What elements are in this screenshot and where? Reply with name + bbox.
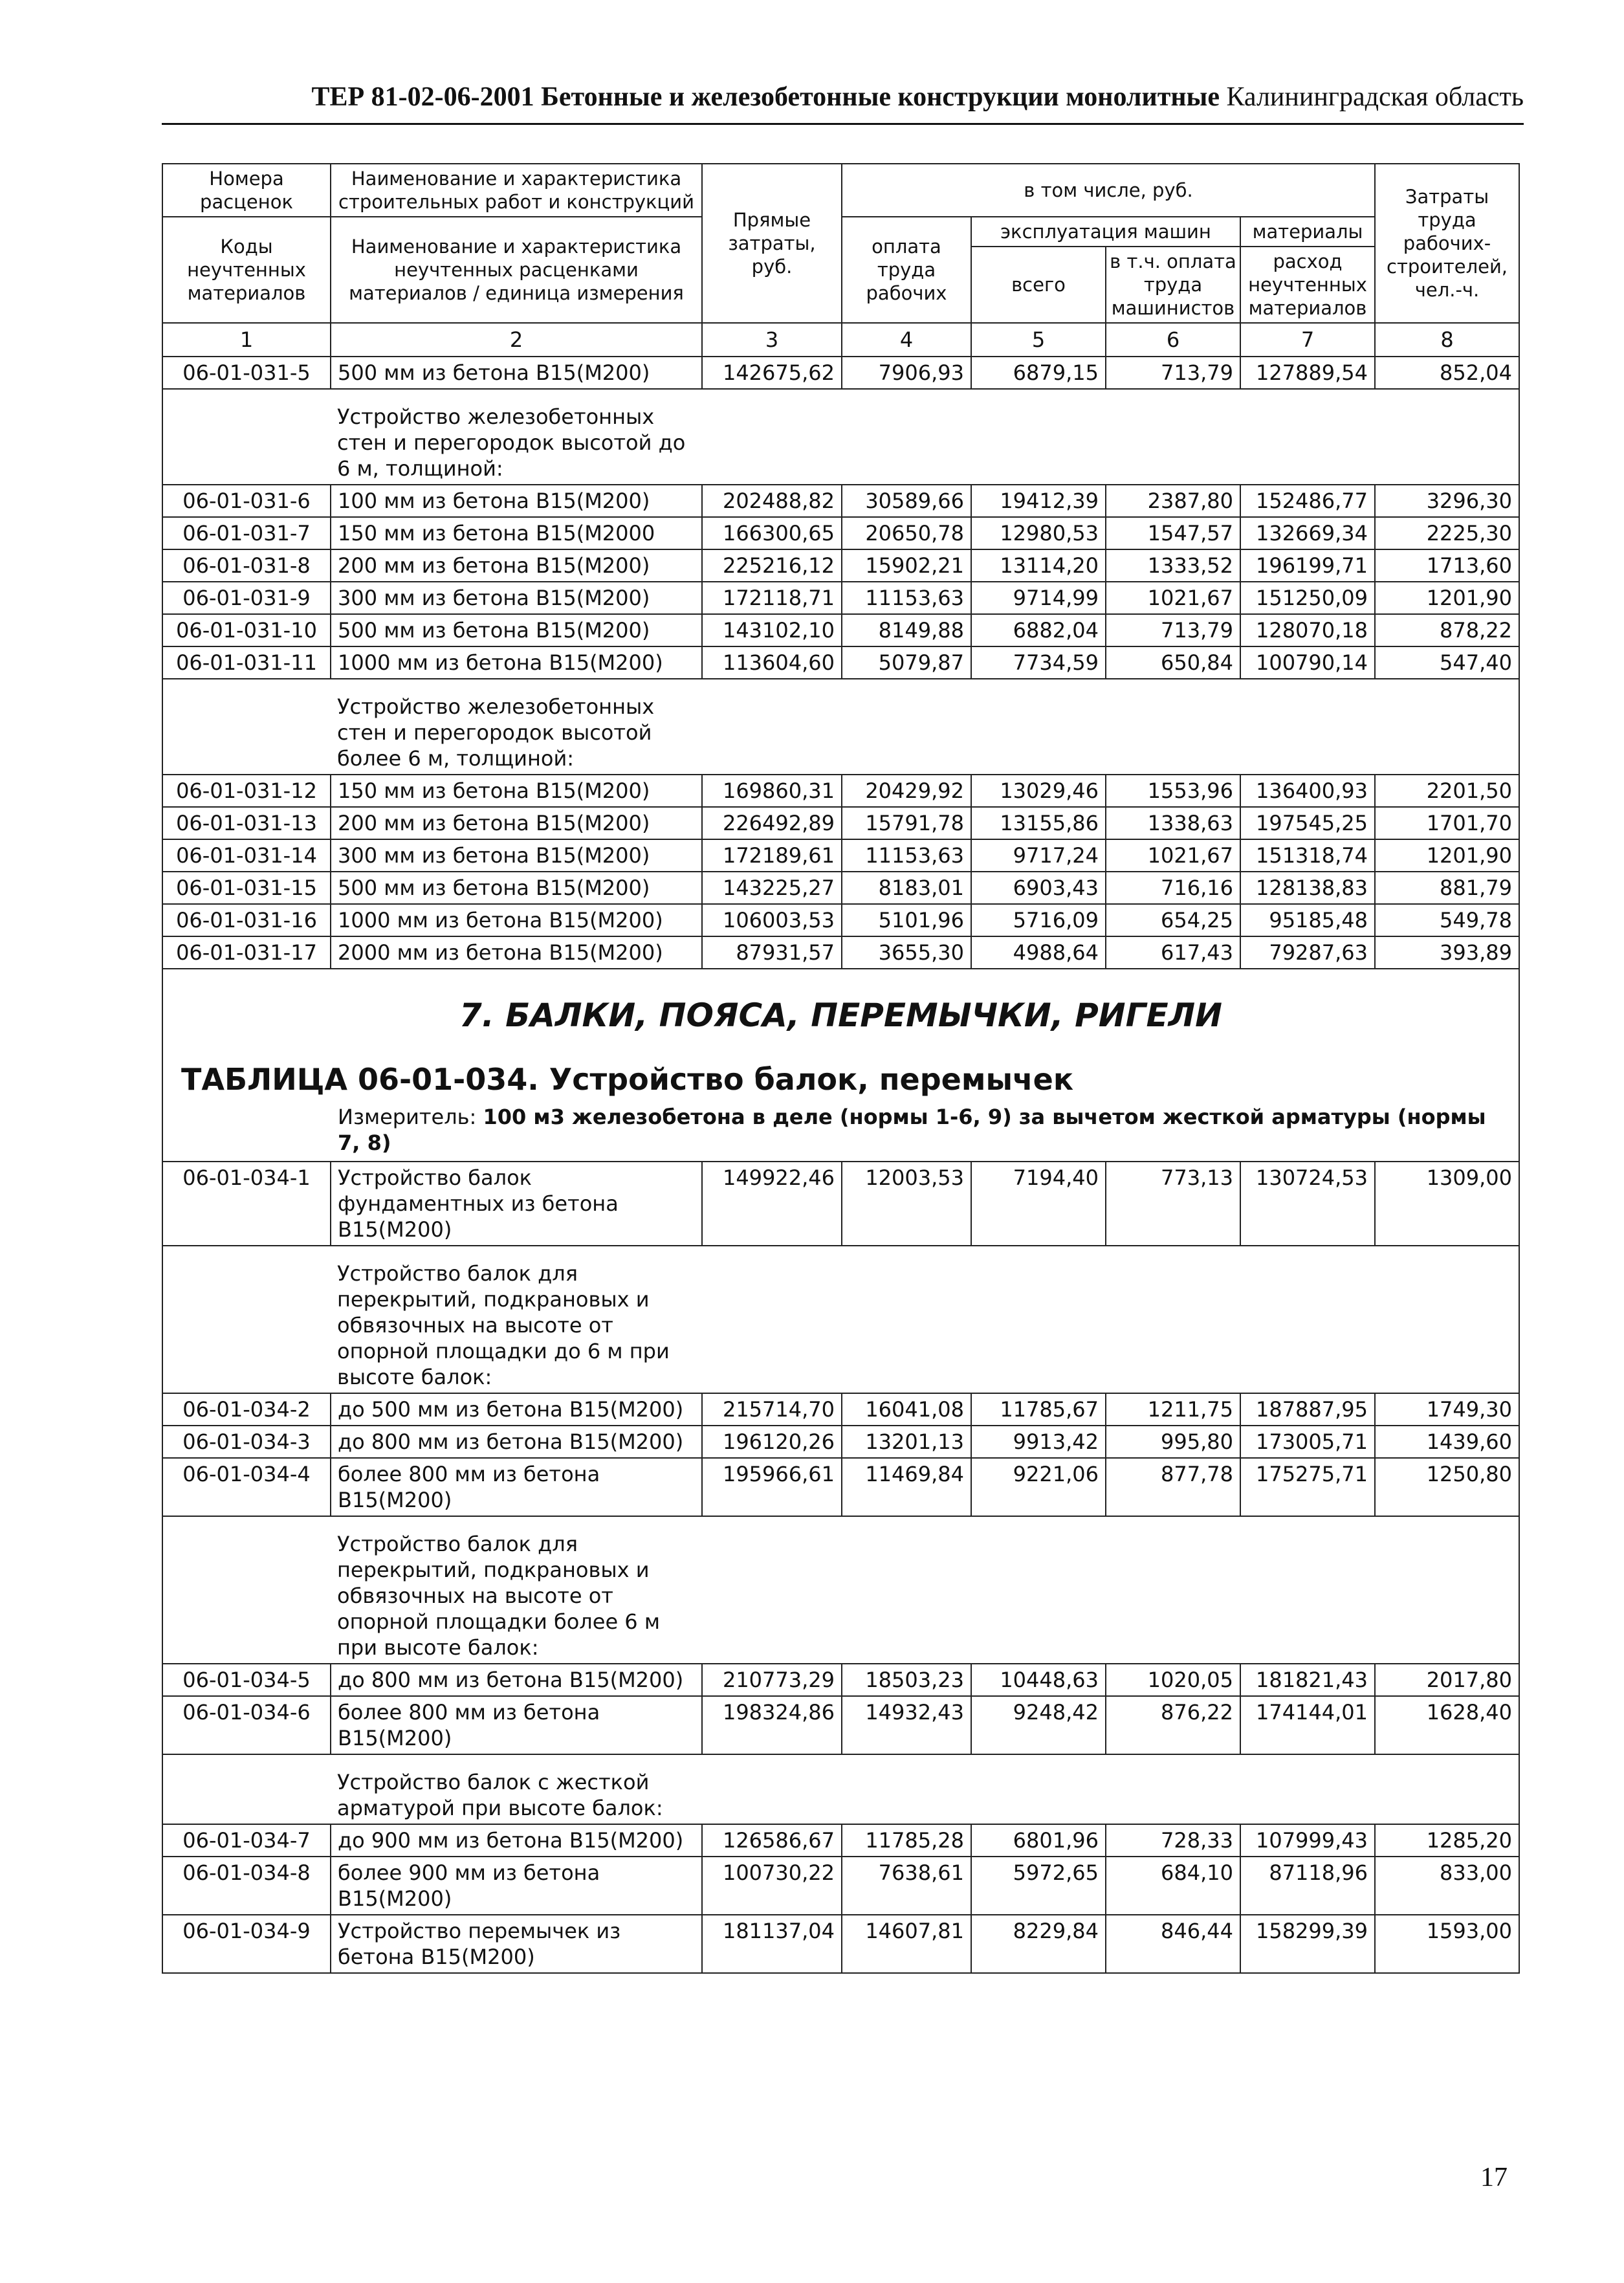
- group-spacer: [162, 1246, 331, 1393]
- rate-code: 06-01-034-2: [162, 1393, 331, 1426]
- worker-pay: 30589,66: [842, 485, 971, 517]
- labor-hours: 547,40: [1375, 646, 1519, 679]
- rate-code: 06-01-031-11: [162, 646, 331, 679]
- table-number: ТАБЛИЦА 06-01-034.: [181, 1062, 539, 1097]
- rate-code: 06-01-034-5: [162, 1664, 331, 1696]
- group-heading-text: Устройство балок для перекрытий, подкрановых и обвязочных на высоте от опорной площадки до 6 м при высоте балок:: [337, 1261, 670, 1389]
- document-code: ТЕР 81-02-06-2001: [311, 82, 534, 112]
- labor-hours: 1593,00: [1375, 1915, 1519, 1973]
- operator-pay: 684,10: [1106, 1857, 1240, 1915]
- measure-label: Измеритель:: [338, 1105, 477, 1129]
- worker-pay: 16041,08: [842, 1393, 971, 1426]
- column-number: 4: [842, 323, 971, 357]
- rate-code: 06-01-031-15: [162, 872, 331, 904]
- operator-pay: 1021,67: [1106, 582, 1240, 614]
- rate-row: [162, 872, 1519, 904]
- worker-pay: 3655,30: [842, 936, 971, 969]
- labor-hours: 1201,90: [1375, 582, 1519, 614]
- direct-costs: 113604,60: [702, 646, 842, 679]
- group-heading-text: Устройство балок с жесткой арматурой при высоте балок:: [337, 1770, 663, 1820]
- materials-cost: 132669,34: [1240, 517, 1375, 549]
- materials-cost: 151318,74: [1240, 839, 1375, 872]
- labor-hours: 833,00: [1375, 1857, 1519, 1915]
- materials-cost: 152486,77: [1240, 485, 1375, 517]
- head-machines-total: всего: [971, 247, 1106, 323]
- rate-name: до 500 мм из бетона В15(М200): [331, 1393, 702, 1426]
- rate-name: до 800 мм из бетона В15(М200): [331, 1426, 702, 1458]
- column-number: 7: [1240, 323, 1375, 357]
- group-heading-row: [162, 1754, 1519, 1824]
- machines-total: 11785,67: [971, 1393, 1106, 1426]
- group-spacer: [162, 389, 331, 485]
- direct-costs: 226492,89: [702, 807, 842, 839]
- worker-pay: 5101,96: [842, 904, 971, 936]
- rate-name: 300 мм из бетона В15(М200): [331, 839, 702, 872]
- worker-pay: 5079,87: [842, 646, 971, 679]
- worker-pay: 11153,63: [842, 839, 971, 872]
- head-machine-operation: эксплуатация машин: [971, 217, 1240, 247]
- worker-pay: 15791,78: [842, 807, 971, 839]
- direct-costs: 210773,29: [702, 1664, 842, 1696]
- operator-pay: 1020,05: [1106, 1664, 1240, 1696]
- rate-row: [162, 357, 1519, 389]
- column-number: 5: [971, 323, 1106, 357]
- machines-total: 13029,46: [971, 775, 1106, 807]
- direct-costs: 100730,22: [702, 1857, 842, 1915]
- rate-name: 100 мм из бетона В15(М200): [331, 485, 702, 517]
- operator-pay: 650,84: [1106, 646, 1240, 679]
- operator-pay: 876,22: [1106, 1696, 1240, 1754]
- group-heading-text: Устройство железобетонных стен и перегородок высотой до 6 м, толщиной:: [337, 404, 686, 481]
- rate-row: [162, 936, 1519, 969]
- rate-row: [162, 485, 1519, 517]
- rate-code: 06-01-034-6: [162, 1696, 331, 1754]
- rate-name: 1000 мм из бетона В15(М200): [331, 646, 702, 679]
- direct-costs: 142675,62: [702, 357, 842, 389]
- materials-cost: 95185,48: [1240, 904, 1375, 936]
- operator-pay: 716,16: [1106, 872, 1240, 904]
- labor-hours: 2017,80: [1375, 1664, 1519, 1696]
- head-material-name: Наименование и характеристика неучтенных расценками материалов / единица измерения: [331, 217, 702, 323]
- worker-pay: 14932,43: [842, 1696, 971, 1754]
- group-heading-text: Устройство балок для перекрытий, подкрановых и обвязочных на высоте от опорной площадки более 6 м при высоте балок:: [337, 1532, 660, 1660]
- machines-total: 19412,39: [971, 485, 1106, 517]
- labor-hours: 2225,30: [1375, 517, 1519, 549]
- rate-name: более 900 мм из бетона В15(М200): [331, 1857, 702, 1915]
- labor-hours: 852,04: [1375, 357, 1519, 389]
- rate-code: 06-01-031-6: [162, 485, 331, 517]
- direct-costs: 143225,27: [702, 872, 842, 904]
- operator-pay: 846,44: [1106, 1915, 1240, 1973]
- document-region: Калининградская область: [1226, 82, 1524, 112]
- operator-pay: 773,13: [1106, 1162, 1240, 1246]
- direct-costs: 106003,53: [702, 904, 842, 936]
- table-name: Устройство балок, перемычек: [549, 1062, 1074, 1097]
- labor-hours: 2201,50: [1375, 775, 1519, 807]
- labor-hours: 393,89: [1375, 936, 1519, 969]
- section-row: [162, 969, 1519, 1162]
- column-number: 8: [1375, 323, 1519, 357]
- rate-row: [162, 1393, 1519, 1426]
- machines-total: 9913,42: [971, 1426, 1106, 1458]
- head-rate-numbers: Номера расценок: [162, 164, 331, 217]
- group-spacer: [162, 1516, 331, 1664]
- direct-costs: 202488,82: [702, 485, 842, 517]
- document-title: Бетонные и железобетонные конструкции монолитные: [541, 82, 1220, 112]
- rate-code: 06-01-031-7: [162, 517, 331, 549]
- column-number: 2: [331, 323, 702, 357]
- rate-code: 06-01-031-9: [162, 582, 331, 614]
- rate-row: [162, 1426, 1519, 1458]
- measure-line: [170, 1104, 1512, 1156]
- rate-row: [162, 775, 1519, 807]
- materials-cost: 151250,09: [1240, 582, 1375, 614]
- group-spacer: [162, 1754, 331, 1824]
- worker-pay: 8183,01: [842, 872, 971, 904]
- rate-row: [162, 1857, 1519, 1915]
- rate-row: [162, 582, 1519, 614]
- rate-row: [162, 549, 1519, 582]
- machines-total: 9717,24: [971, 839, 1106, 872]
- operator-pay: 1338,63: [1106, 807, 1240, 839]
- rate-name: Устройство балок фундаментных из бетона В15(М200): [331, 1162, 702, 1246]
- operator-pay: 2387,80: [1106, 485, 1240, 517]
- machines-total: 7734,59: [971, 646, 1106, 679]
- machines-total: 8229,84: [971, 1915, 1106, 1973]
- head-materials: материалы: [1240, 217, 1375, 247]
- rate-name: 300 мм из бетона В15(М200): [331, 582, 702, 614]
- labor-hours: 549,78: [1375, 904, 1519, 936]
- machines-total: 5716,09: [971, 904, 1106, 936]
- rate-name: 500 мм из бетона В15(М200): [331, 357, 702, 389]
- head-including: в том числе, руб.: [842, 164, 1375, 217]
- direct-costs: 181137,04: [702, 1915, 842, 1973]
- worker-pay: 12003,53: [842, 1162, 971, 1246]
- materials-cost: 175275,71: [1240, 1458, 1375, 1516]
- direct-costs: 126586,67: [702, 1824, 842, 1857]
- rate-code: 06-01-031-8: [162, 549, 331, 582]
- column-number: 3: [702, 323, 842, 357]
- worker-pay: 18503,23: [842, 1664, 971, 1696]
- operator-pay: 654,25: [1106, 904, 1240, 936]
- materials-cost: 187887,95: [1240, 1393, 1375, 1426]
- head-worker-pay: оплата труда рабочих: [842, 217, 971, 323]
- worker-pay: 15902,21: [842, 549, 971, 582]
- materials-cost: 128138,83: [1240, 872, 1375, 904]
- labor-hours: 1628,40: [1375, 1696, 1519, 1754]
- rate-name: до 800 мм из бетона В15(М200): [331, 1664, 702, 1696]
- direct-costs: 215714,70: [702, 1393, 842, 1426]
- labor-hours: 1713,60: [1375, 549, 1519, 582]
- labor-hours: 1309,00: [1375, 1162, 1519, 1246]
- rate-name: 500 мм из бетона В15(М200): [331, 872, 702, 904]
- group-heading: [331, 1754, 1519, 1824]
- operator-pay: 1211,75: [1106, 1393, 1240, 1426]
- column-number: 1: [162, 323, 331, 357]
- machines-total: 4988,64: [971, 936, 1106, 969]
- machines-total: 13155,86: [971, 807, 1106, 839]
- direct-costs: 169860,31: [702, 775, 842, 807]
- direct-costs: 225216,12: [702, 549, 842, 582]
- rate-code: 06-01-031-14: [162, 839, 331, 872]
- machines-total: 5972,65: [971, 1857, 1106, 1915]
- rate-name: 2000 мм из бетона В15(М200): [331, 936, 702, 969]
- direct-costs: 149922,46: [702, 1162, 842, 1246]
- rates-sheet: [162, 163, 1519, 1974]
- worker-pay: 11785,28: [842, 1824, 971, 1857]
- labor-hours: 1749,30: [1375, 1393, 1519, 1426]
- direct-costs: 172118,71: [702, 582, 842, 614]
- rates-body-walls: [162, 357, 1519, 969]
- rate-code: 06-01-034-9: [162, 1915, 331, 1973]
- head-material-codes: Коды неучтенных материалов: [162, 217, 331, 323]
- rate-row: [162, 614, 1519, 646]
- worker-pay: 7638,61: [842, 1857, 971, 1915]
- rate-code: 06-01-034-8: [162, 1857, 331, 1915]
- materials-cost: 130724,53: [1240, 1162, 1375, 1246]
- direct-costs: 195966,61: [702, 1458, 842, 1516]
- labor-hours: 878,22: [1375, 614, 1519, 646]
- operator-pay: 1021,67: [1106, 839, 1240, 872]
- head-unaccounted-materials: расход неучтенных материалов: [1240, 247, 1375, 323]
- rate-row: [162, 646, 1519, 679]
- operator-pay: 1553,96: [1106, 775, 1240, 807]
- rate-name: 200 мм из бетона В15(М200): [331, 807, 702, 839]
- worker-pay: 20650,78: [842, 517, 971, 549]
- head-direct-costs: Прямые затраты, руб.: [702, 164, 842, 323]
- operator-pay: 877,78: [1106, 1458, 1240, 1516]
- group-heading-row: [162, 679, 1519, 775]
- machines-total: 7194,40: [971, 1162, 1106, 1246]
- group-heading-text: Устройство железобетонных стен и перегородок высотой более 6 м, толщиной:: [337, 694, 655, 771]
- labor-hours: 1439,60: [1375, 1426, 1519, 1458]
- operator-pay: 1547,57: [1106, 517, 1240, 549]
- machines-total: 9221,06: [971, 1458, 1106, 1516]
- section-title: 7. БАЛКИ, ПОЯСА, ПЕРЕМЫЧКИ, РИГЕЛИ: [459, 997, 1223, 1034]
- materials-cost: 87118,96: [1240, 1857, 1375, 1915]
- labor-hours: 1701,70: [1375, 807, 1519, 839]
- direct-costs: 196120,26: [702, 1426, 842, 1458]
- rate-name: 500 мм из бетона В15(М200): [331, 614, 702, 646]
- operator-pay: 713,79: [1106, 357, 1240, 389]
- rate-row: [162, 839, 1519, 872]
- machines-total: 12980,53: [971, 517, 1106, 549]
- operator-pay: 1333,52: [1106, 549, 1240, 582]
- labor-hours: 1250,80: [1375, 1458, 1519, 1516]
- materials-cost: 158299,39: [1240, 1915, 1375, 1973]
- rate-code: 06-01-034-1: [162, 1162, 331, 1246]
- operator-pay: 617,43: [1106, 936, 1240, 969]
- rate-row: [162, 807, 1519, 839]
- rate-row: [162, 1696, 1519, 1754]
- materials-cost: 174144,01: [1240, 1696, 1375, 1754]
- rate-code: 06-01-034-4: [162, 1458, 331, 1516]
- machines-total: 10448,63: [971, 1664, 1106, 1696]
- group-heading-row: [162, 389, 1519, 485]
- direct-costs: 87931,57: [702, 936, 842, 969]
- group-heading-row: [162, 1516, 1519, 1664]
- direct-costs: 198324,86: [702, 1696, 842, 1754]
- labor-hours: 1201,90: [1375, 839, 1519, 872]
- rate-row: [162, 1915, 1519, 1973]
- group-heading: [331, 389, 1519, 485]
- worker-pay: 8149,88: [842, 614, 971, 646]
- rate-name: до 900 мм из бетона В15(М200): [331, 1824, 702, 1857]
- group-heading: [331, 679, 1519, 775]
- rates-table: [162, 163, 1520, 1974]
- rate-code: 06-01-031-13: [162, 807, 331, 839]
- rate-row: [162, 904, 1519, 936]
- rate-code: 06-01-034-7: [162, 1824, 331, 1857]
- worker-pay: 7906,93: [842, 357, 971, 389]
- rate-name: 150 мм из бетона В15(М200): [331, 775, 702, 807]
- group-heading-row: [162, 1246, 1519, 1393]
- materials-cost: 173005,71: [1240, 1426, 1375, 1458]
- table-title: [170, 1056, 1512, 1104]
- machines-total: 13114,20: [971, 549, 1106, 582]
- direct-costs: 172189,61: [702, 839, 842, 872]
- labor-hours: 881,79: [1375, 872, 1519, 904]
- labor-hours: 3296,30: [1375, 485, 1519, 517]
- materials-cost: 107999,43: [1240, 1824, 1375, 1857]
- column-numbers-row: [162, 323, 1519, 357]
- materials-cost: 128070,18: [1240, 614, 1375, 646]
- operator-pay: 728,33: [1106, 1824, 1240, 1857]
- rate-name: 150 мм из бетона В15(М2000: [331, 517, 702, 549]
- materials-cost: 136400,93: [1240, 775, 1375, 807]
- direct-costs: 143102,10: [702, 614, 842, 646]
- head-labor-hours: Затраты труда рабочих-строителей, чел.-ч.: [1375, 164, 1519, 323]
- worker-pay: 14607,81: [842, 1915, 971, 1973]
- materials-cost: 127889,54: [1240, 357, 1375, 389]
- worker-pay: 13201,13: [842, 1426, 971, 1458]
- page-number: 17: [1480, 2163, 1508, 2192]
- machines-total: 9248,42: [971, 1696, 1106, 1754]
- materials-cost: 197545,25: [1240, 807, 1375, 839]
- group-spacer: [162, 679, 331, 775]
- rate-name: 1000 мм из бетона В15(М200): [331, 904, 702, 936]
- worker-pay: 11469,84: [842, 1458, 971, 1516]
- rate-code: 06-01-034-3: [162, 1426, 331, 1458]
- rate-name: более 800 мм из бетона В15(М200): [331, 1696, 702, 1754]
- machines-total: 9714,99: [971, 582, 1106, 614]
- rate-name: более 800 мм из бетона В15(М200): [331, 1458, 702, 1516]
- rate-row: [162, 517, 1519, 549]
- materials-cost: 196199,71: [1240, 549, 1375, 582]
- rate-name: Устройство перемычек из бетона В15(М200): [331, 1915, 702, 1973]
- measure-text: [338, 1104, 1512, 1156]
- head-work-name: Наименование и характеристика строительных работ и конструкций: [331, 164, 702, 217]
- rate-code: 06-01-031-12: [162, 775, 331, 807]
- labor-hours: 1285,20: [1375, 1824, 1519, 1857]
- materials-cost: 181821,43: [1240, 1664, 1375, 1696]
- rate-code: 06-01-031-17: [162, 936, 331, 969]
- rate-name: 200 мм из бетона В15(М200): [331, 549, 702, 582]
- rate-code: 06-01-031-10: [162, 614, 331, 646]
- machines-total: 6801,96: [971, 1824, 1106, 1857]
- materials-cost: 79287,63: [1240, 936, 1375, 969]
- page-header: [162, 76, 1524, 125]
- group-heading: [331, 1246, 1519, 1393]
- operator-pay: 995,80: [1106, 1426, 1240, 1458]
- machines-total: 6879,15: [971, 357, 1106, 389]
- rate-row: [162, 1162, 1519, 1246]
- materials-cost: 100790,14: [1240, 646, 1375, 679]
- machines-total: 6882,04: [971, 614, 1106, 646]
- group-heading: [331, 1516, 1519, 1664]
- rates-body-beams: [162, 1162, 1519, 1973]
- rate-row: [162, 1824, 1519, 1857]
- rate-row: [162, 1664, 1519, 1696]
- head-operator-pay: в т.ч. оплата труда машинистов: [1106, 247, 1240, 323]
- column-number: 6: [1106, 323, 1240, 357]
- rate-row: [162, 1458, 1519, 1516]
- rate-code: 06-01-031-5: [162, 357, 331, 389]
- machines-total: 6903,43: [971, 872, 1106, 904]
- worker-pay: 11153,63: [842, 582, 971, 614]
- measure-value: 100 м3 железобетона в деле (нормы 1-6, 9) за вычетом жесткой арматуры (нормы 7, 8): [338, 1105, 1486, 1155]
- direct-costs: 166300,65: [702, 517, 842, 549]
- worker-pay: 20429,92: [842, 775, 971, 807]
- rate-code: 06-01-031-16: [162, 904, 331, 936]
- operator-pay: 713,79: [1106, 614, 1240, 646]
